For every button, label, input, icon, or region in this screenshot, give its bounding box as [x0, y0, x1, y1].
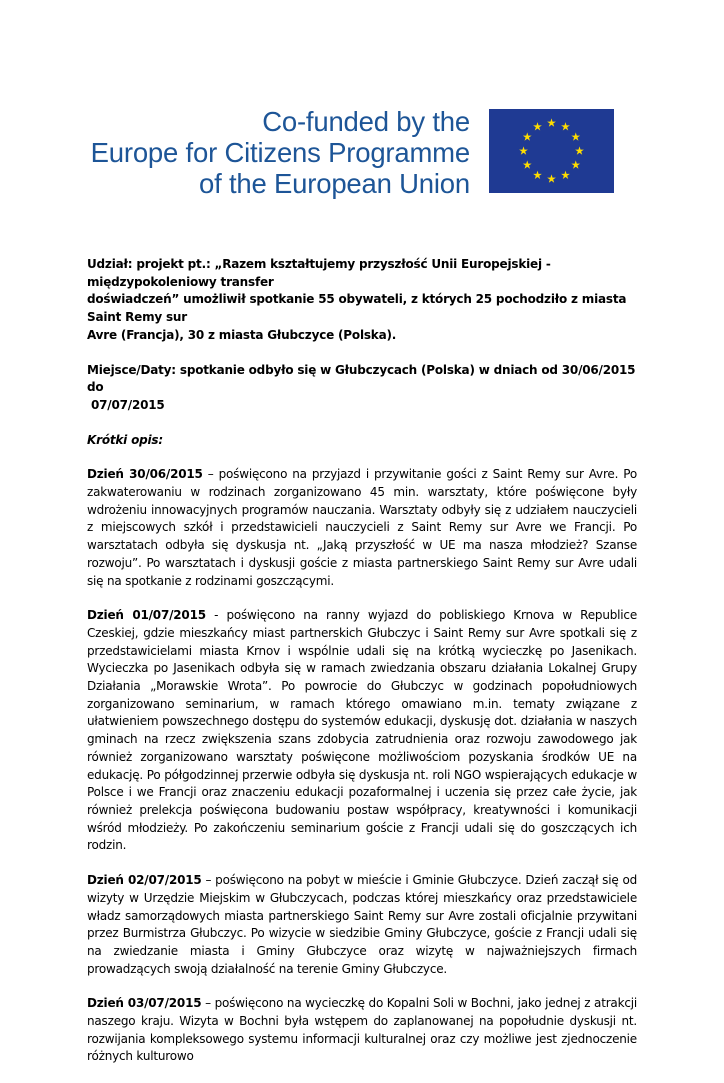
cofunded-title [91, 106, 470, 199]
day-text-3: – poświęcono na pobyt w mieście i Gminie Głubczyce. Dzień zaczął się od wizyty w Urzędzie Miejskim w Głubczycach, podczas której mieszkańcy oraz przedstawiciele władz samorządowych miasta partnerskiego Saint Remy sur Avre zostali oficjalnie przywitani przez Burmistrza Głubczyc. Po wizycie w siedzibie Gminy Głubczyce, goście z Francji udali się na zwiedzanie miasta i Gminy Głubczyce oraz wizytę w najważniejszych firmach prowadzących swoją działalność na terenie Gminy Głubczyce. [87, 873, 637, 976]
document-body [87, 256, 637, 1083]
day-paragraph-3 [87, 872, 637, 978]
day-label-1: Dzień 30/06/2015 [87, 467, 203, 482]
participation-line-1: Udział: projekt pt.: „Razem kształtujemy przyszłość Unii Europejskiej - międzypokoleniowy transfer [87, 257, 551, 289]
cofunded-header [0, 106, 724, 198]
place-dates-paragraph [87, 362, 637, 415]
day-label-2: Dzień 01/07/2015 [87, 608, 206, 623]
day-paragraph-1 [87, 466, 637, 590]
day-label-4: Dzień 03/07/2015 [87, 996, 202, 1011]
day-paragraph-4 [87, 995, 637, 1066]
participation-paragraph [87, 256, 637, 345]
eu-flag-icon [489, 109, 614, 193]
cofunded-line-1: Co-funded by the [262, 106, 470, 137]
day-text-2: - poświęcono na ranny wyjazd do pobliskiego Krnova w Republice Czeskiej, gdzie mieszkańcy miast partnerskich Głubczyc i Saint Remy sur Avre spotkali się z przedstawicielami miasta Krnov i wspólnie udali się na krótką wycieczkę po Jasenikach. Wycieczka po Jasenikach odbyła się w ramach zwiedzania obszaru działania Lokalnej Grupy Działania „Morawskie Wrota”. Po powrocie do Głubczyc w godzinach popołudniowych zorganizowano seminarium, w ramach którego omawiano m.in. tematy związane z ułatwieniem powszechnego dostępu do systemów edukacji, dyskusję dot. działania w naszych gminach na rzecz zwiększenia szans zdobycia zatrudnienia oraz rozwoju zawodowego jak również zorganizowano warsztaty poświęcone możliwościom pozyskania środków UE na edukację. Po półgodzinnej przerwie odbyła się dyskusja nt. roli NGO wspierających edukacje w Polsce i we Francji oraz znaczeniu edukacji pozaformalnej i uczenia się przez całe życie, jak również prelekcja poświęcona budowaniu postaw współpracy, kreatywności i komunikacji wśród młodzieży. Po zakończeniu seminarium goście z Francji udali się do goszczących ich rodzin. [87, 608, 638, 853]
cofunded-line-3: of the European Union [198, 168, 470, 199]
day-text-4: – poświęcono na wycieczkę do Kopalni Soli w Bochni, jako jednej z atrakcji naszego kraju. Wizyta w Bochni była wstępem do zaplanowanej na popołudnie dyskusji nt. rozwijania kompleksowego systemu informacji kulturalnej oraz czy możliwe jest zjednoczenie różnych kulturowo [87, 996, 637, 1064]
day-paragraph-2 [87, 607, 637, 855]
day-label-3: Dzień 02/07/2015 [87, 873, 202, 888]
cofunded-line-2: Europe for Citizens Programme [90, 137, 470, 168]
place-dates-line-1: Miejsce/Daty: spotkanie odbyło się w Głubczycach (Polska) w dniach od 30/06/2015 do [87, 362, 636, 395]
day-text-1: – poświęcono na przyjazd i przywitanie gości z Saint Remy sur Avre. Po zakwaterowaniu w rodzinach zorganizowano 45 min. warsztaty, które poświęcone były wdrożeniu innowacyjnych programów nauczania. Warsztaty odbyły się z udziałem nauczycieli z miejscowych szkół i przedstawicieli nauczycieli z Saint Remy sur Avre we Francji. Po warsztatach odbyła się dyskusja nt. „Jaką przyszłość w UE ma nasza młodzież? Szanse rozwoju”. Po warsztatach i dyskusji goście z miasta partnerskiego Saint Remy sur Avre udali się na spotkanie z rodzinami goszczącymi. [87, 467, 638, 588]
short-description-heading: Krótki opis: [87, 432, 163, 447]
place-dates-line-2: 07/07/2015 [91, 397, 165, 412]
participation-line-2: doświadczeń” umożliwił spotkanie 55 obywateli, z których 25 pochodziło z miasta Saint Remy sur [87, 292, 627, 325]
participation-line-3: Avre (Francja), 30 z miasta Głubczyce (Polska). [87, 327, 397, 342]
